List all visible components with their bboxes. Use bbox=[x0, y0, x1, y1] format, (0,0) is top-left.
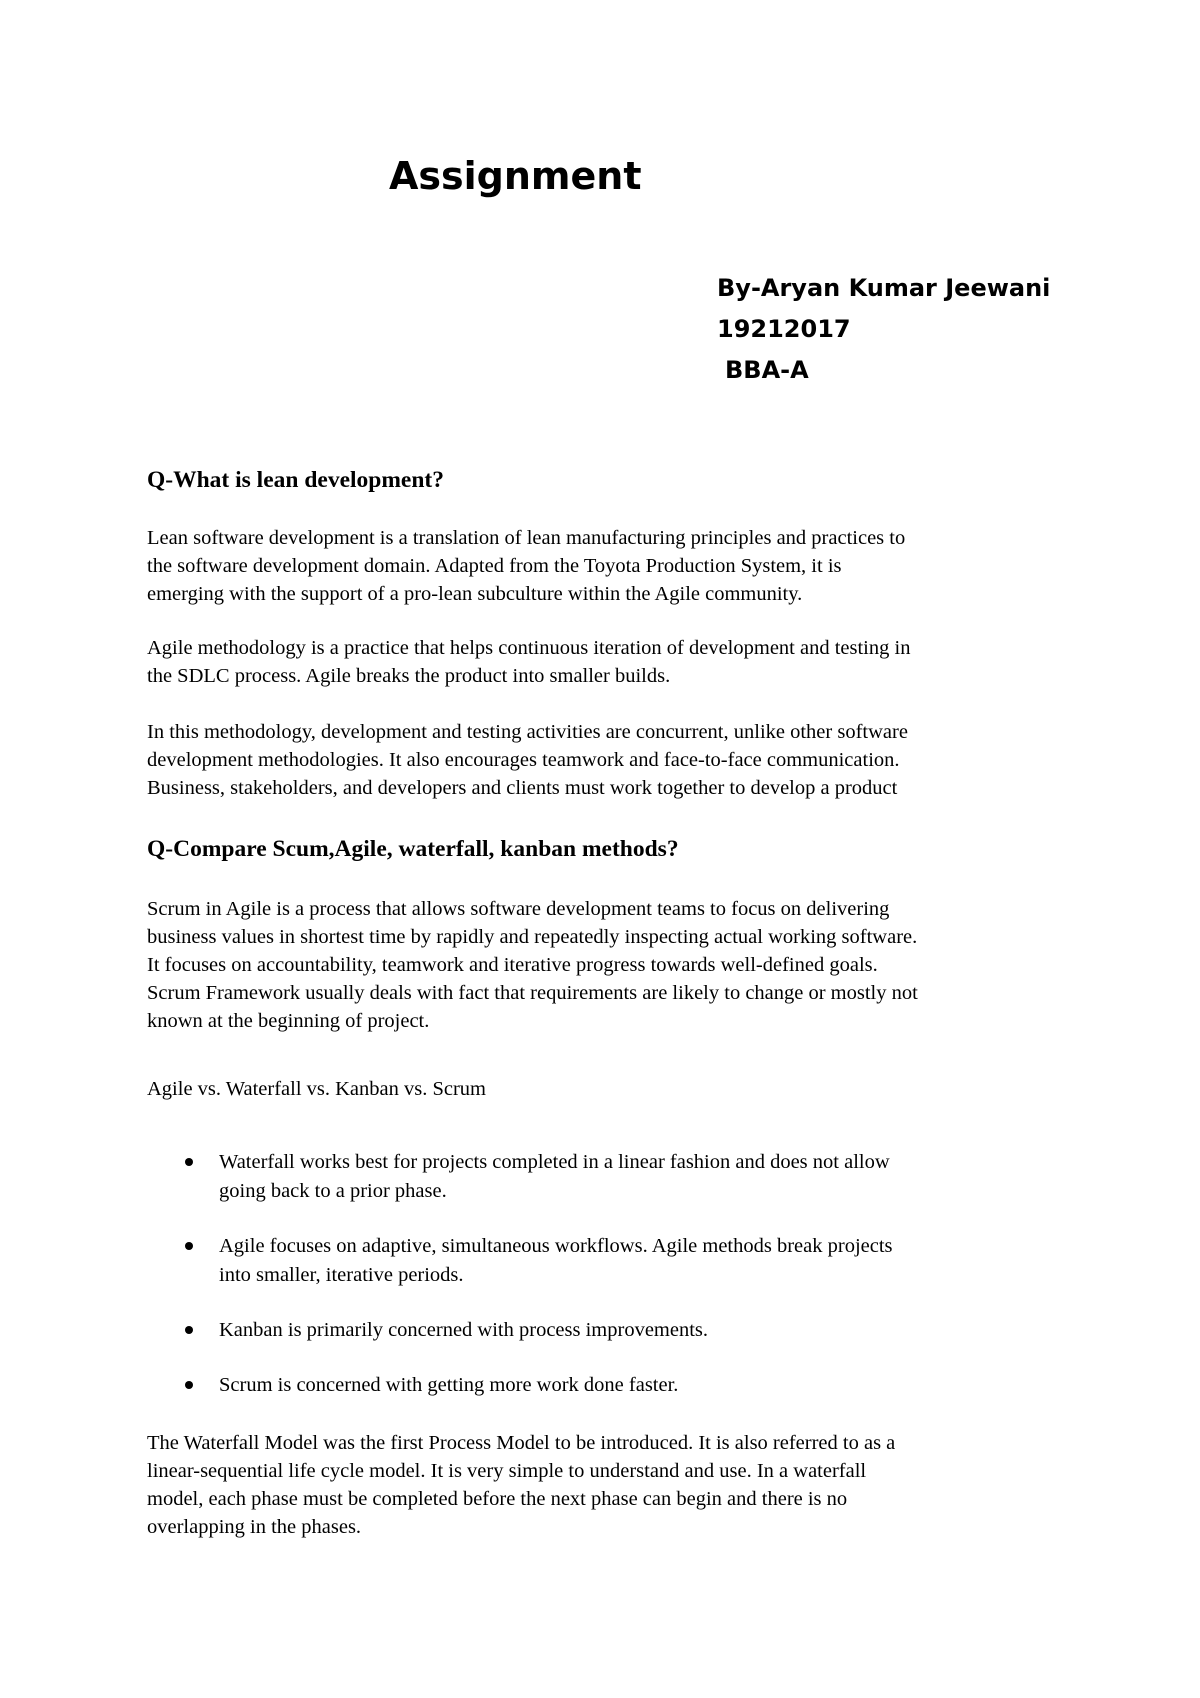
author-name: By-Aryan Kumar Jeewani bbox=[717, 274, 1051, 302]
paragraph-waterfall-model bbox=[147, 1429, 1077, 1541]
text-line: It focuses on accountability, teamwork and iterative progress towards well-defined goals. bbox=[147, 954, 878, 976]
bullet-icon bbox=[185, 1242, 193, 1250]
roll-number: 19212017 bbox=[717, 315, 851, 343]
text-line: The Waterfall Model was the first Process Model to be introduced. It is also referred to as a bbox=[147, 1432, 896, 1454]
list-item bbox=[147, 1148, 1077, 1206]
text-line: overlapping in the phases. bbox=[147, 1516, 362, 1538]
comparison-title bbox=[147, 1075, 1077, 1103]
text-line: In this methodology, development and testing activities are concurrent, unlike other software bbox=[147, 721, 908, 743]
list-item bbox=[147, 1316, 1077, 1345]
paragraph-agile-methodology bbox=[147, 634, 1077, 690]
text-line: Agile focuses on adaptive, simultaneous workflows. Agile methods break projects bbox=[219, 1235, 893, 1257]
text-line: business values in shortest time by rapidly and repeatedly inspecting actual working software. bbox=[147, 926, 918, 948]
text-line: Waterfall works best for projects completed in a linear fashion and does not allow bbox=[219, 1151, 890, 1173]
text-line: Agile methodology is a practice that helps continuous iteration of development and testing in bbox=[147, 637, 911, 659]
text-line: Kanban is primarily concerned with process improvements. bbox=[219, 1319, 709, 1341]
paragraph-concurrent-activities bbox=[147, 718, 1077, 802]
text-line: into smaller, iterative periods. bbox=[219, 1264, 464, 1286]
bullet-icon bbox=[185, 1381, 193, 1389]
list-item bbox=[147, 1232, 1077, 1290]
text-line: known at the beginning of project. bbox=[147, 1010, 430, 1032]
text-line: Scrum is concerned with getting more work done faster. bbox=[219, 1374, 679, 1396]
text-line: development methodologies. It also encourages teamwork and face-to-face communication. bbox=[147, 749, 900, 771]
list-item bbox=[147, 1371, 1077, 1400]
text-line: Lean software development is a translation of lean manufacturing principles and practices to bbox=[147, 527, 906, 549]
question-heading-lean: Q-What is lean development? bbox=[147, 467, 445, 493]
text-line: emerging with the support of a pro-lean subculture within the Agile community. bbox=[147, 583, 803, 605]
class-section: BBA-A bbox=[725, 356, 809, 384]
bullet-icon bbox=[185, 1326, 193, 1334]
text-line: going back to a prior phase. bbox=[219, 1180, 447, 1202]
comparison-bullet-list bbox=[147, 1148, 1077, 1426]
document-title: Assignment bbox=[389, 154, 642, 198]
author-block bbox=[717, 268, 1050, 391]
paragraph-lean-definition bbox=[147, 524, 1077, 608]
bullet-icon bbox=[185, 1158, 193, 1166]
text-line: Agile vs. Waterfall vs. Kanban vs. Scrum bbox=[147, 1078, 487, 1100]
question-heading-compare: Q-Compare Scum,Agile, waterfall, kanban methods? bbox=[147, 836, 679, 862]
text-line: the software development domain. Adapted from the Toyota Production System, it is bbox=[147, 555, 842, 577]
text-line: Business, stakeholders, and developers and clients must work together to develop a product bbox=[147, 777, 898, 799]
text-line: the SDLC process. Agile breaks the product into smaller builds. bbox=[147, 665, 671, 687]
text-line: Scrum in Agile is a process that allows software development teams to focus on delivering bbox=[147, 898, 890, 920]
text-line: model, each phase must be completed before the next phase can begin and there is no bbox=[147, 1488, 848, 1510]
text-line: linear-sequential life cycle model. It is very simple to understand and use. In a waterfall bbox=[147, 1460, 867, 1482]
text-line: Scrum Framework usually deals with fact that requirements are likely to change or mostly not bbox=[147, 982, 918, 1004]
paragraph-scrum-intro bbox=[147, 895, 1077, 1035]
